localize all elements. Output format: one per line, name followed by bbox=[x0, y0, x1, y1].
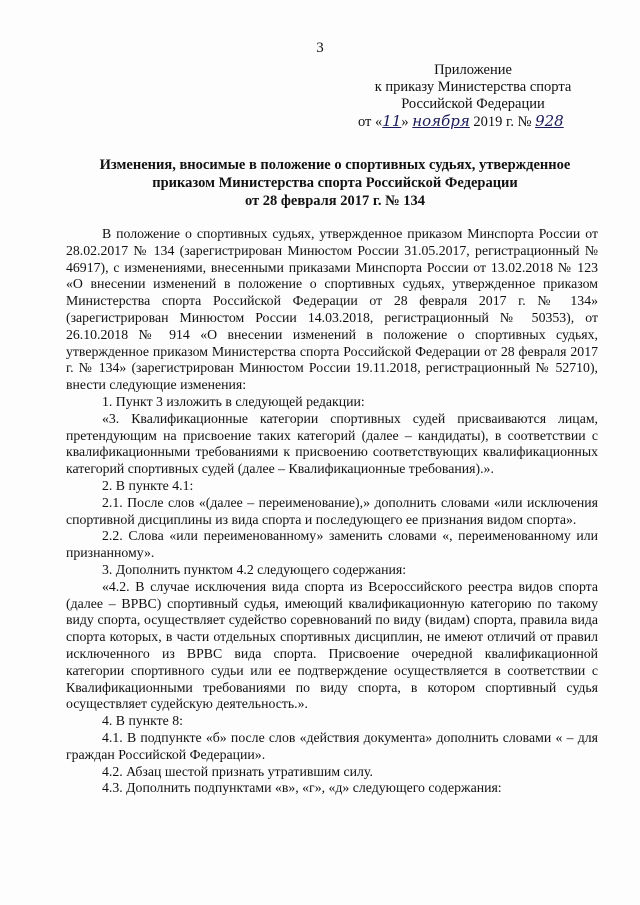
handwritten-number: 928 bbox=[535, 112, 564, 130]
paragraph-item-4: 4. В пункте 8: bbox=[102, 713, 183, 729]
handwritten-month: ноября bbox=[412, 112, 470, 130]
appendix-federation: Российской Федерации bbox=[401, 96, 545, 112]
paragraph-intro: В положение о спортивных судьях, утвержденное приказом Минспорта России от 28.02.2017 № 134 (зарегистрирован Минюстом России 31.05.2017, регистрационный № 46917), с изменениями, внесенными приказами Минспорта России от 13.02.2018 № 123 «О внесении изменений в положение о спортивных судьях, утвержденное приказом Министерства спорта Российской Федерации от 28 февраля 2017 г. № 134» (зарегистрирован Минюстом России 14.03.2018, регистрационный № 50353), от 26.10.2018 № 914 «О внесении изменений в положение о спортивных судьях, утвержденное приказом Министерства спорта Российской Федерации от 28 февраля 2017 г. № 134» (зарегистрирован Минюстом России 19.11.2018, регистрационный № 52710), внести следующие изменения: bbox=[66, 226, 598, 393]
handwritten-day: 11 bbox=[382, 112, 402, 130]
paragraph-item-1-text: «3. Квалификационные категории спортивных судей присваиваются лицам, претендующим на присвоение таких категорий (далее – кандидаты), в соответствии с квалификационными требованиями к присвоению соответствующих квалификационных категорий спортивных судей (далее – Квалификационные требования).». bbox=[66, 410, 598, 477]
appendix-date-line bbox=[350, 113, 596, 131]
paragraph-item-4-3: 4.3. Дополнить подпунктами «в», «г», «д» следующего содержания: bbox=[102, 780, 502, 796]
title-line-3: от 28 февраля 2017 г. № 134 bbox=[244, 193, 426, 209]
paragraph-item-4-1: 4.1. В подпункте «б» после слов «действия документа» дополнить словами « – для граждан Российской Федерации». bbox=[66, 729, 598, 762]
date-mid: » bbox=[401, 114, 409, 130]
paragraph-item-2-2: 2.2. Слова «или переименованному» заменить словами «, переименованному или признанному». bbox=[66, 528, 598, 561]
paragraph-item-2: 2. В пункте 4.1: bbox=[102, 477, 194, 493]
date-prefix: от « bbox=[358, 114, 383, 130]
page-number: 3 bbox=[316, 40, 324, 56]
paragraph-item-4-2: 4.2. Абзац шестой признать утратившим силу. bbox=[102, 763, 373, 779]
paragraph-item-3-text: «4.2. В случае исключения вида спорта из Всероссийского реестра видов спорта (далее – ВРВС) спортивный судья, имеющий квалификационную категорию по такому виду спорта, осуществляет судейство соревнований по виду (видам) спорта, правила вида спорта которых, в части отдельных спортивных дисциплин, не имеют отличий от правил исключенного из ВРВС вида спорта. Присвоение очередной квалификационной категории спортивного судьи или ее подтверждение осуществляется в соответствии с Квалификационными требованиями по виду спорта, в котором спортивный судья осуществляет судейскую деятельность.». bbox=[66, 578, 598, 712]
appendix-block bbox=[350, 62, 596, 131]
title-line-2: приказом Министерства спорта Российской Федерации bbox=[152, 175, 518, 191]
document-title bbox=[70, 156, 600, 210]
paragraph-item-3: 3. Дополнить пунктом 4.2 следующего содержания: bbox=[102, 561, 407, 577]
document-body bbox=[66, 226, 598, 797]
appendix-order-ref: к приказу Министерства спорта bbox=[374, 79, 572, 95]
year-text: 2019 г. № bbox=[473, 114, 532, 130]
appendix-label: Приложение bbox=[434, 62, 512, 78]
title-line-1: Изменения, вносимые в положение о спортивных судьях, утвержденное bbox=[99, 157, 571, 173]
paragraph-item-1: 1. Пункт 3 изложить в следующей редакции: bbox=[102, 393, 365, 409]
paragraph-item-2-1: 2.1. После слов «(далее – переименование),» дополнить словами «или исключения спортивной дисциплины из вида спорта и последующего ее признания видом спорта». bbox=[66, 494, 598, 527]
